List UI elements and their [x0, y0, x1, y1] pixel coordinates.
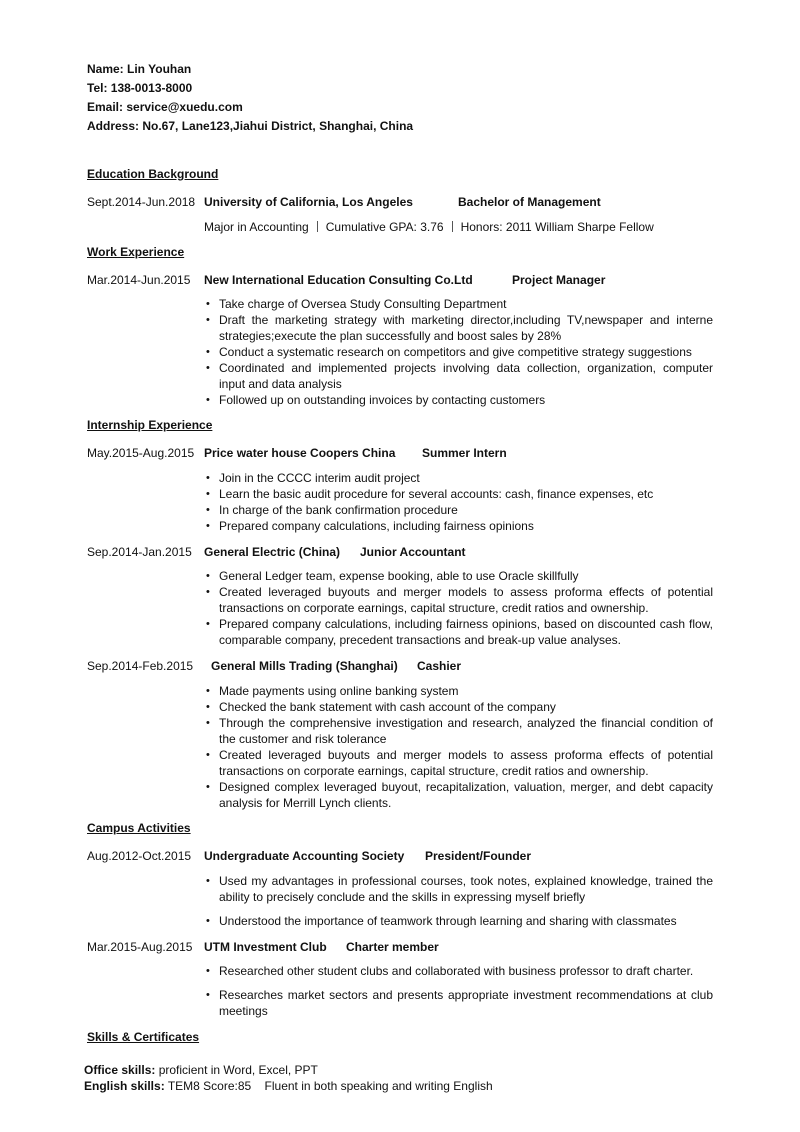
list-item: • Understood the importance of teamwork through learning and sharing with classmates — [204, 913, 713, 929]
divider — [452, 221, 453, 232]
skills-block — [84, 1062, 493, 1094]
campus-heading — [204, 848, 531, 864]
work-company: New International Education Consulting Co.Ltd — [204, 273, 473, 287]
campus-role: Charter member — [346, 940, 439, 954]
education-major: Major in Accounting — [204, 220, 309, 234]
list-item: • Made payments using online banking system — [204, 683, 713, 699]
education-honors: Honors: 2011 William Sharpe Fellow — [460, 220, 654, 234]
work-heading — [204, 272, 605, 288]
office-skills — [84, 1062, 493, 1078]
contact-block — [87, 60, 713, 136]
education-school: University of California, Los Angeles — [204, 195, 413, 209]
list-item: • Coordinated and implemented projects involving data collection, organization, computer input and data analysis — [204, 360, 713, 392]
section-title-work: Work Experience — [87, 245, 185, 259]
list-item: • Created leveraged buyouts and merger models to assess proforma effects of potential transactions on corporate earnings, capital structure, credit ratios and ownership. — [204, 747, 713, 779]
campus-org: Undergraduate Accounting Society — [204, 849, 405, 863]
resume-page — [87, 60, 713, 1045]
education-row — [87, 194, 713, 210]
internship-bullets — [204, 683, 713, 811]
internship-role: Cashier — [417, 659, 462, 673]
list-item: • Prepared company calculations, including fairness opinions, based on discounted cash flow, comparable company, precedent transactions and break-up value analyses. — [204, 616, 713, 648]
english-skills — [84, 1078, 493, 1094]
internship-company: Price water house Coopers China — [204, 446, 396, 460]
work-bullets — [204, 296, 713, 408]
list-item: • Researches market sectors and presents appropriate investment recommendations at club meetings — [204, 987, 713, 1019]
internship-heading — [204, 445, 507, 461]
contact-name: Name: Lin Youhan — [87, 62, 192, 76]
campus-date: Mar.2015-Aug.2015 — [87, 940, 193, 954]
list-item: • Conduct a systematic research on competitors and give competitive strategy suggestions — [204, 344, 713, 360]
internship-role: Summer Intern — [422, 446, 507, 460]
english-skills-label: English skills: — [84, 1079, 165, 1093]
list-item: • Checked the bank statement with cash account of the company — [204, 699, 713, 715]
contact-tel: Tel: 138-0013-8000 — [87, 81, 193, 95]
list-item: • Designed complex leveraged buyout, recapitalization, valuation, merger, and debt capacity analysis for Merrill Lynch clients. — [204, 779, 713, 811]
list-item: • General Ledger team, expense booking, able to use Oracle skillfully — [204, 568, 713, 584]
work-date: Mar.2014-Jun.2015 — [87, 273, 191, 287]
campus-role: President/Founder — [425, 849, 532, 863]
english-skills-value: TEM8 Score:85 Fluent in both speaking and writing English — [164, 1079, 493, 1093]
list-item: • In charge of the bank confirmation procedure — [204, 502, 713, 518]
list-item: • Researched other student clubs and collaborated with business professor to draft charter. — [204, 963, 713, 979]
internship-heading — [204, 544, 466, 560]
campus-bullets — [204, 963, 713, 1019]
campus-org: UTM Investment Club — [204, 940, 327, 954]
list-item: • Draft the marketing strategy with marketing director,including TV,newspaper and interne strategies;execute the plan successfully and boost sales by 28% — [204, 312, 713, 344]
list-item: • Join in the CCCC interim audit project — [204, 470, 713, 486]
list-item: • Prepared company calculations, including fairness opinions — [204, 518, 713, 534]
internship-date: Sep.2014-Feb.2015 — [87, 659, 194, 673]
list-item: • Followed up on outstanding invoices by contacting customers — [204, 392, 713, 408]
office-skills-value: proficient in Word, Excel, PPT — [155, 1063, 318, 1077]
work-role: Project Manager — [512, 273, 606, 287]
list-item: • Take charge of Oversea Study Consulting Department — [204, 296, 713, 312]
education-degree: Bachelor of Management — [458, 195, 601, 209]
internship-row — [87, 445, 713, 461]
internship-bullets — [204, 568, 713, 648]
internship-date: Sep.2014-Jan.2015 — [87, 545, 192, 559]
list-item: • Learn the basic audit procedure for several accounts: cash, finance expenses, etc — [204, 486, 713, 502]
section-title-education: Education Background — [87, 167, 219, 181]
contact-email: Email: service@xuedu.com — [87, 100, 243, 114]
work-row — [87, 272, 713, 288]
section-title-internship: Internship Experience — [87, 418, 213, 432]
education-heading — [204, 194, 601, 210]
campus-heading — [204, 939, 439, 955]
list-item: • Used my advantages in professional courses, took notes, explained knowledge, trained the ability to precisely conclude and the skills in expressing myself briefly — [204, 873, 713, 905]
campus-bullets — [204, 873, 713, 929]
list-item: • Through the comprehensive investigation and research, analyzed the financial condition of the customer and risk tolerance — [204, 715, 713, 747]
contact-address: Address: No.67, Lane123,Jiahui District, Shanghai, China — [87, 119, 414, 133]
internship-role: Junior Accountant — [360, 545, 466, 559]
education-gpa: Cumulative GPA: 3.76 — [325, 220, 444, 234]
office-skills-label: Office skills: — [84, 1063, 156, 1077]
internship-date: May.2015-Aug.2015 — [87, 446, 195, 460]
education-date: Sept.2014-Jun.2018 — [87, 195, 196, 209]
internship-row — [87, 544, 713, 560]
internship-bullets — [204, 470, 713, 534]
section-title-campus: Campus Activities — [87, 821, 191, 835]
internship-heading — [204, 658, 461, 674]
internship-company: General Electric (China) — [204, 545, 341, 559]
internship-company: General Mills Trading (Shanghai) — [211, 659, 398, 673]
campus-date: Aug.2012-Oct.2015 — [87, 849, 192, 863]
section-title-skills: Skills & Certificates — [87, 1030, 200, 1044]
campus-row — [87, 939, 713, 955]
divider — [317, 221, 318, 232]
internship-row — [87, 658, 713, 674]
campus-row — [87, 848, 713, 864]
list-item: • Created leveraged buyouts and merger models to assess proforma effects of potential transactions on corporate earnings, capital structure, credit ratios and ownership. — [204, 584, 713, 616]
education-details — [204, 219, 713, 235]
